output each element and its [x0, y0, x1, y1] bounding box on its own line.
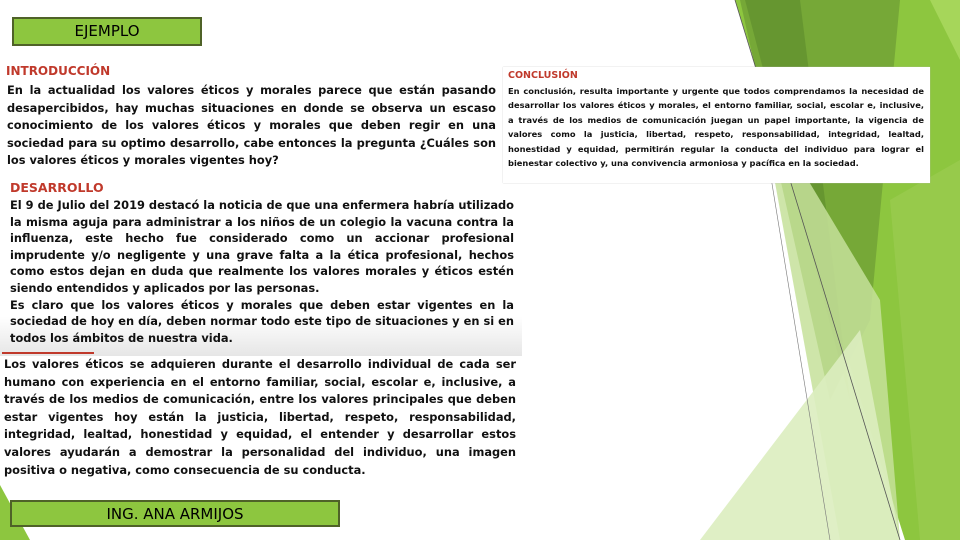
conclusion-text: En conclusión, resulta importante y urgente que todos comprendamos la necesidad de desarrollar los valores éticos y morales, el entorno familiar, social, escolar e, inclusive, a través de los medios de comunicación juegan un papel importante, la vigencia de valores como la justicia, libertad, respeto, responsabilidad, integridad, lealtad, honestidad y equidad, permitirán regular la conducta del individuo para lograr el bienestar colectivo y, una convivencia armoniosa y pacífica en la sociedad. [508, 86, 924, 169]
conclusion-section [503, 67, 930, 183]
ejemplo-label: EJEMPLO [12, 17, 202, 46]
conclusion-heading: CONCLUSIÓN [508, 70, 578, 81]
desarrollo-paragraph-1: El 9 de Julio del 2019 destacó la noticia de que una enfermera habría utilizado la misma aguja para administrar a los niños de un colegio la vacuna contra la influenza, este hecho fue considerado como un accionar profesional imprudente y/o negligente y una grave falta a la ética profesional, hechos como estos dejan en duda que realmente los valores morales y éticos estén siendo entendidos y aplicados por las personas. [10, 198, 514, 295]
desarrollo-paragraph-2: Es claro que los valores éticos y morales que deben estar vigentes en la sociedad de hoy en día, deben normar todo este tipo de situaciones y en si en todos los ámbitos de nuestra vida. [10, 297, 514, 345]
introduccion-text: En la actualidad los valores éticos y morales parece que están pasando desapercibidos, hay muchas situaciones en donde se observa un escaso conocimiento de los valores éticos y morales que deben regir en una sociedad para su optimo desarrollo, cabe entonces la pregunta ¿Cuáles son los valores éticos y morales vigentes hoy? [7, 83, 496, 168]
desarrollo-section [0, 176, 522, 356]
introduccion-section [2, 60, 498, 170]
valores-text: Los valores éticos se adquieren durante el desarrollo individual de cada ser humano con experiencia en el entorno familiar, social, escolar e, inclusive, a través de los medios de comunicación, entre los valores principales que deben estar vigentes hoy están la justicia, libertad, respeto, responsabilidad, integridad, lealtad, honestidad y equidad, el entender y desarrollar estos valores ayudarán a demostrar la personalidad del individuo, una imagen positiva o negativa, como consecuencia de su conducta. [4, 357, 516, 477]
author-label: ING. ANA ARMIJOS [10, 500, 340, 527]
valores-section [0, 356, 520, 479]
introduccion-heading: INTRODUCCIÓN [6, 64, 111, 78]
desarrollo-heading: DESARROLLO [10, 180, 104, 195]
desarrollo-underline [2, 352, 94, 354]
